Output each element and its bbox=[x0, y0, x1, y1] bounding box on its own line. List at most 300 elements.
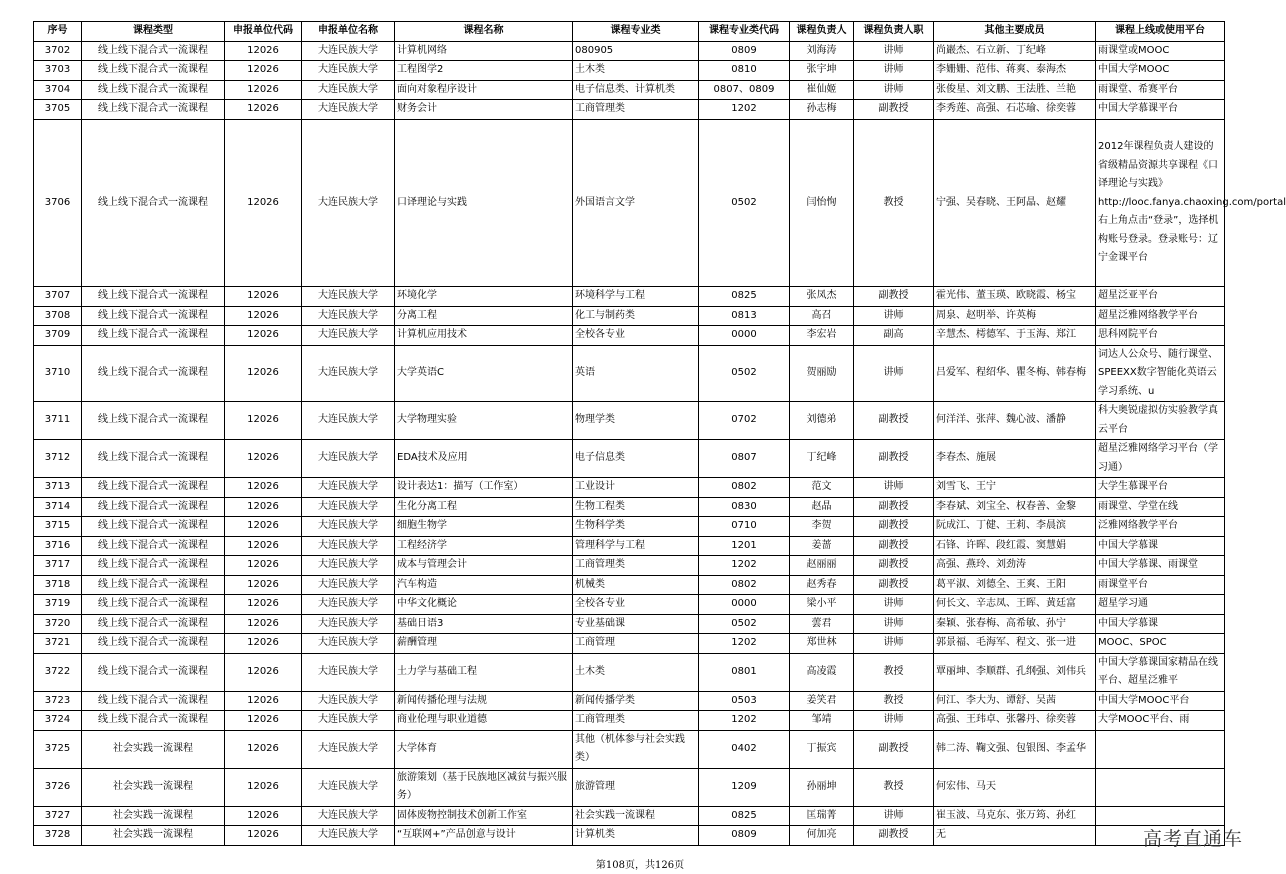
cell-major-code: 0702 bbox=[699, 402, 790, 440]
cell-leader-title: 副教授 bbox=[854, 100, 934, 120]
cell-course-name: 分离工程 bbox=[395, 306, 573, 326]
cell-unit-name: 大连民族大学 bbox=[302, 497, 395, 517]
cell-unit-code: 12026 bbox=[225, 80, 302, 100]
cell-members: 何洋洋、张萍、魏心波、潘静 bbox=[934, 402, 1096, 440]
cell-leader-title: 讲师 bbox=[854, 634, 934, 654]
cell-platform: 超星泛亚平台 bbox=[1096, 287, 1225, 307]
cell-major-code: 0813 bbox=[699, 306, 790, 326]
cell-leader: 崔仙姬 bbox=[790, 80, 854, 100]
cell-major-code: 0825 bbox=[699, 287, 790, 307]
cell-course-type: 线上线下混合式一流课程 bbox=[82, 119, 225, 287]
cell-members: 高强、王玮卓、张馨丹、徐奕蓉 bbox=[934, 711, 1096, 731]
cell-platform: 大学MOOC平台、雨 bbox=[1096, 711, 1225, 731]
cell-leader-title: 讲师 bbox=[854, 80, 934, 100]
cell-unit-name: 大连民族大学 bbox=[302, 614, 395, 634]
table-row bbox=[34, 653, 1225, 691]
table-row bbox=[34, 41, 1225, 61]
cell-leader: 孙志梅 bbox=[790, 100, 854, 120]
cell-serial: 3715 bbox=[34, 517, 82, 537]
cell-platform: 中国大学慕课 bbox=[1096, 614, 1225, 634]
cell-members: 葛平淑、刘德全、王爽、王阳 bbox=[934, 575, 1096, 595]
header-serial: 序号 bbox=[34, 22, 82, 42]
table-row bbox=[34, 691, 1225, 711]
cell-major-category: 生物工程类 bbox=[573, 497, 699, 517]
cell-course-type: 线上线下混合式一流课程 bbox=[82, 100, 225, 120]
cell-major-category: 计算机类 bbox=[573, 826, 699, 846]
cell-members: 无 bbox=[934, 826, 1096, 846]
cell-serial: 3724 bbox=[34, 711, 82, 731]
cell-major-category: 工商管理 bbox=[573, 634, 699, 654]
cell-members: 阮成江、丁健、王莉、李晨滨 bbox=[934, 517, 1096, 537]
cell-leader-title: 副教授 bbox=[854, 402, 934, 440]
cell-unit-name: 大连民族大学 bbox=[302, 711, 395, 731]
cell-platform: MOOC、SPOC bbox=[1096, 634, 1225, 654]
cell-course-name: 汽车构造 bbox=[395, 575, 573, 595]
cell-unit-code: 12026 bbox=[225, 806, 302, 826]
cell-course-type: 线上线下混合式一流课程 bbox=[82, 575, 225, 595]
cell-unit-code: 12026 bbox=[225, 61, 302, 81]
cell-unit-code: 12026 bbox=[225, 478, 302, 498]
cell-major-code: 0807、0809 bbox=[699, 80, 790, 100]
cell-serial: 3711 bbox=[34, 402, 82, 440]
cell-major-code: 0810 bbox=[699, 61, 790, 81]
cell-major-code: 0809 bbox=[699, 826, 790, 846]
cell-unit-name: 大连民族大学 bbox=[302, 306, 395, 326]
cell-course-type: 线上线下混合式一流课程 bbox=[82, 536, 225, 556]
cell-leader: 赵秀春 bbox=[790, 575, 854, 595]
cell-major-code: 1209 bbox=[699, 768, 790, 806]
cell-members: 何江、李大为、谭舒、吴茜 bbox=[934, 691, 1096, 711]
cell-major-code: 0502 bbox=[699, 614, 790, 634]
cell-major-category: 外国语言文学 bbox=[573, 119, 699, 287]
cell-course-type: 线上线下混合式一流课程 bbox=[82, 691, 225, 711]
cell-major-code: 0000 bbox=[699, 326, 790, 346]
cell-serial: 3706 bbox=[34, 119, 82, 287]
cell-serial: 3712 bbox=[34, 440, 82, 478]
cell-course-name: EDA技术及应用 bbox=[395, 440, 573, 478]
cell-members: 秦颖、张春梅、高希敏、孙宁 bbox=[934, 614, 1096, 634]
cell-platform: 中国大学慕课平台 bbox=[1096, 100, 1225, 120]
cell-serial: 3707 bbox=[34, 287, 82, 307]
cell-leader: 赵丽丽 bbox=[790, 556, 854, 576]
cell-major-category: 工商管理类 bbox=[573, 711, 699, 731]
cell-course-name: 商业伦理与职业道德 bbox=[395, 711, 573, 731]
cell-platform bbox=[1096, 806, 1225, 826]
cell-course-type: 线上线下混合式一流课程 bbox=[82, 80, 225, 100]
cell-course-name: 薪酬管理 bbox=[395, 634, 573, 654]
cell-members: 崔玉波、马克东、张万筠、孙红 bbox=[934, 806, 1096, 826]
cell-platform: 中国大学慕课、雨课堂 bbox=[1096, 556, 1225, 576]
cell-members: 李春斌、刘宝全、权春善、金黎 bbox=[934, 497, 1096, 517]
cell-major-category: 电子信息类 bbox=[573, 440, 699, 478]
cell-course-type: 线上线下混合式一流课程 bbox=[82, 497, 225, 517]
table-row bbox=[34, 614, 1225, 634]
cell-major-category: 生物科学类 bbox=[573, 517, 699, 537]
cell-leader: 邹靖 bbox=[790, 711, 854, 731]
cell-course-name: 成本与管理会计 bbox=[395, 556, 573, 576]
cell-course-type: 社会实践一流课程 bbox=[82, 826, 225, 846]
cell-platform: 词达人公众号、随行课堂、SPEEXX数字智能化英语云学习系统、u bbox=[1096, 345, 1225, 402]
cell-unit-code: 12026 bbox=[225, 306, 302, 326]
cell-course-type: 线上线下混合式一流课程 bbox=[82, 634, 225, 654]
header-unit-code: 申报单位代码 bbox=[225, 22, 302, 42]
cell-serial: 3720 bbox=[34, 614, 82, 634]
cell-major-category: 工商管理类 bbox=[573, 556, 699, 576]
cell-leader-title: 教授 bbox=[854, 691, 934, 711]
cell-course-type: 线上线下混合式一流课程 bbox=[82, 478, 225, 498]
cell-major-code: 0802 bbox=[699, 478, 790, 498]
cell-major-code: 0825 bbox=[699, 806, 790, 826]
table-header-row bbox=[34, 22, 1225, 42]
cell-serial: 3726 bbox=[34, 768, 82, 806]
cell-platform: 泛雅网络教学平台 bbox=[1096, 517, 1225, 537]
cell-major-code: 0830 bbox=[699, 497, 790, 517]
cell-major-category: 土木类 bbox=[573, 61, 699, 81]
cell-unit-code: 12026 bbox=[225, 556, 302, 576]
cell-unit-name: 大连民族大学 bbox=[302, 575, 395, 595]
cell-leader: 闫怡恂 bbox=[790, 119, 854, 287]
cell-platform: 超星泛雅网络学习平台（学习通） bbox=[1096, 440, 1225, 478]
cell-course-name: 设计表达1：描写（工作室） bbox=[395, 478, 573, 498]
cell-unit-name: 大连民族大学 bbox=[302, 691, 395, 711]
cell-course-name: 面向对象程序设计 bbox=[395, 80, 573, 100]
cell-members: 吕爱军、程绍华、瞿冬梅、韩春梅 bbox=[934, 345, 1096, 402]
cell-platform: 雨课堂、学堂在线 bbox=[1096, 497, 1225, 517]
cell-unit-name: 大连民族大学 bbox=[302, 556, 395, 576]
cell-major-category: 工商管理类 bbox=[573, 100, 699, 120]
cell-platform: 雨课堂或MOOC bbox=[1096, 41, 1225, 61]
cell-course-name: “互联网+”产品创意与设计 bbox=[395, 826, 573, 846]
table-row bbox=[34, 575, 1225, 595]
cell-unit-name: 大连民族大学 bbox=[302, 100, 395, 120]
cell-major-code: 0502 bbox=[699, 345, 790, 402]
cell-major-category: 物理学类 bbox=[573, 402, 699, 440]
cell-platform bbox=[1096, 730, 1225, 768]
cell-leader-title: 教授 bbox=[854, 768, 934, 806]
cell-course-name: 细胞生物学 bbox=[395, 517, 573, 537]
cell-members: 宁强、吴春晓、王阿晶、赵耀 bbox=[934, 119, 1096, 287]
cell-unit-name: 大连民族大学 bbox=[302, 345, 395, 402]
cell-members: 李姗姗、范伟、蒋爽、泰海杰 bbox=[934, 61, 1096, 81]
cell-leader-title: 副高 bbox=[854, 326, 934, 346]
cell-leader-title: 讲师 bbox=[854, 345, 934, 402]
cell-unit-code: 12026 bbox=[225, 100, 302, 120]
cell-leader-title: 副教授 bbox=[854, 440, 934, 478]
table-row bbox=[34, 730, 1225, 768]
cell-leader-title: 讲师 bbox=[854, 614, 934, 634]
table-body bbox=[34, 41, 1286, 845]
cell-serial: 3702 bbox=[34, 41, 82, 61]
cell-leader-title: 讲师 bbox=[854, 711, 934, 731]
cell-unit-name: 大连民族大学 bbox=[302, 768, 395, 806]
cell-platform: 中国大学慕课国家精品在线平台、超星泛雅平 bbox=[1096, 653, 1225, 691]
cell-leader: 贺丽励 bbox=[790, 345, 854, 402]
cell-major-category: 机械类 bbox=[573, 575, 699, 595]
cell-unit-code: 12026 bbox=[225, 826, 302, 846]
cell-serial: 3710 bbox=[34, 345, 82, 402]
cell-leader: 赵晶 bbox=[790, 497, 854, 517]
cell-serial: 3722 bbox=[34, 653, 82, 691]
cell-major-category: 环境科学与工程 bbox=[573, 287, 699, 307]
cell-platform: 超星学习通 bbox=[1096, 595, 1225, 615]
cell-unit-name: 大连民族大学 bbox=[302, 634, 395, 654]
cell-members: 刘雪飞、王宁 bbox=[934, 478, 1096, 498]
cell-course-type: 线上线下混合式一流课程 bbox=[82, 556, 225, 576]
cell-unit-code: 12026 bbox=[225, 517, 302, 537]
header-course-name: 课程名称 bbox=[395, 22, 573, 42]
cell-course-type: 线上线下混合式一流课程 bbox=[82, 326, 225, 346]
cell-leader: 刘德弟 bbox=[790, 402, 854, 440]
cell-course-type: 社会实践一流课程 bbox=[82, 768, 225, 806]
cell-major-category: 工业设计 bbox=[573, 478, 699, 498]
cell-unit-name: 大连民族大学 bbox=[302, 440, 395, 478]
table-row bbox=[34, 345, 1225, 402]
cell-course-type: 线上线下混合式一流课程 bbox=[82, 306, 225, 326]
cell-course-name: 计算机应用技术 bbox=[395, 326, 573, 346]
cell-course-name: 工程经济学 bbox=[395, 536, 573, 556]
cell-members: 覃丽坤、李顺群、孔纲强、刘伟兵 bbox=[934, 653, 1096, 691]
cell-unit-name: 大连民族大学 bbox=[302, 806, 395, 826]
table-row bbox=[34, 556, 1225, 576]
cell-unit-code: 12026 bbox=[225, 634, 302, 654]
table-row bbox=[34, 595, 1225, 615]
cell-major-code: 1202 bbox=[699, 711, 790, 731]
table-row bbox=[34, 634, 1225, 654]
cell-leader-title: 副教授 bbox=[854, 575, 934, 595]
cell-leader: 蕓君 bbox=[790, 614, 854, 634]
cell-platform: 大学生慕课平台 bbox=[1096, 478, 1225, 498]
cell-major-category: 080905 bbox=[573, 41, 699, 61]
cell-major-category: 新闻传播学类 bbox=[573, 691, 699, 711]
cell-course-name: 财务会计 bbox=[395, 100, 573, 120]
cell-leader: 张凤杰 bbox=[790, 287, 854, 307]
cell-serial: 3728 bbox=[34, 826, 82, 846]
cell-unit-code: 12026 bbox=[225, 536, 302, 556]
cell-major-category: 管理科学与工程 bbox=[573, 536, 699, 556]
cell-course-name: 旅游策划（基于民族地区减贫与振兴服务） bbox=[395, 768, 573, 806]
cell-unit-name: 大连民族大学 bbox=[302, 287, 395, 307]
cell-major-category: 专业基础课 bbox=[573, 614, 699, 634]
cell-course-name: 工程图学2 bbox=[395, 61, 573, 81]
cell-course-name: 大学英语C bbox=[395, 345, 573, 402]
table-row bbox=[34, 61, 1225, 81]
table-row bbox=[34, 478, 1225, 498]
cell-course-type: 线上线下混合式一流课程 bbox=[82, 517, 225, 537]
cell-members: 李春杰、施展 bbox=[934, 440, 1096, 478]
cell-course-type: 线上线下混合式一流课程 bbox=[82, 61, 225, 81]
header-major-code: 课程专业类代码 bbox=[699, 22, 790, 42]
cell-course-name: 中华文化概论 bbox=[395, 595, 573, 615]
table-row bbox=[34, 326, 1225, 346]
cell-leader: 李宏岩 bbox=[790, 326, 854, 346]
cell-course-type: 社会实践一流课程 bbox=[82, 806, 225, 826]
cell-major-code: 1201 bbox=[699, 536, 790, 556]
cell-major-code: 1202 bbox=[699, 634, 790, 654]
cell-course-type: 社会实践一流课程 bbox=[82, 730, 225, 768]
cell-leader: 何加亮 bbox=[790, 826, 854, 846]
cell-leader-title: 副教授 bbox=[854, 497, 934, 517]
cell-major-code: 0000 bbox=[699, 595, 790, 615]
cell-leader-title: 讲师 bbox=[854, 478, 934, 498]
cell-leader: 张宇坤 bbox=[790, 61, 854, 81]
cell-platform: 思科网院平台 bbox=[1096, 326, 1225, 346]
cell-leader-title: 副教授 bbox=[854, 536, 934, 556]
cell-course-name: 基础日语3 bbox=[395, 614, 573, 634]
cell-platform: 科大奥锐虚拟仿实验教学真云平台 bbox=[1096, 402, 1225, 440]
table-row bbox=[34, 80, 1225, 100]
header-major-category: 课程专业类 bbox=[573, 22, 699, 42]
cell-leader: 高召 bbox=[790, 306, 854, 326]
cell-major-category: 其他（机体参与社会实践类） bbox=[573, 730, 699, 768]
cell-serial: 3713 bbox=[34, 478, 82, 498]
cell-unit-code: 12026 bbox=[225, 440, 302, 478]
table-row bbox=[34, 287, 1225, 307]
cell-unit-code: 12026 bbox=[225, 402, 302, 440]
cell-unit-code: 12026 bbox=[225, 497, 302, 517]
cell-major-code: 1202 bbox=[699, 100, 790, 120]
cell-members: 李秀莲、高强、石芯瑜、徐奕蓉 bbox=[934, 100, 1096, 120]
cell-major-category: 英语 bbox=[573, 345, 699, 402]
cell-platform: 雨课堂、希赛平台 bbox=[1096, 80, 1225, 100]
table-row bbox=[34, 100, 1225, 120]
header-platform: 课程上线或使用平台 bbox=[1096, 22, 1225, 42]
cell-serial: 3725 bbox=[34, 730, 82, 768]
header-leader: 课程负责人 bbox=[790, 22, 854, 42]
cell-platform bbox=[1096, 768, 1225, 806]
cell-leader-title: 副教授 bbox=[854, 730, 934, 768]
cell-serial: 3717 bbox=[34, 556, 82, 576]
cell-course-type: 线上线下混合式一流课程 bbox=[82, 41, 225, 61]
cell-unit-name: 大连民族大学 bbox=[302, 517, 395, 537]
cell-platform: 中国大学慕课 bbox=[1096, 536, 1225, 556]
cell-members: 郭景福、毛海军、程文、张一进 bbox=[934, 634, 1096, 654]
table-row bbox=[34, 806, 1225, 826]
cell-major-code: 0807 bbox=[699, 440, 790, 478]
header-members: 其他主要成员 bbox=[934, 22, 1096, 42]
cell-leader: 丁振宾 bbox=[790, 730, 854, 768]
table-row bbox=[34, 402, 1225, 440]
cell-members: 何长文、辛志凤、王晖、黄廷富 bbox=[934, 595, 1096, 615]
page-number: 第108页，共126页 bbox=[595, 860, 685, 871]
cell-major-category: 旅游管理 bbox=[573, 768, 699, 806]
table-row bbox=[34, 306, 1225, 326]
cell-major-code: 0402 bbox=[699, 730, 790, 768]
cell-major-code: 0710 bbox=[699, 517, 790, 537]
header-course-type: 课程类型 bbox=[82, 22, 225, 42]
cell-platform: 中国大学MOOC bbox=[1096, 61, 1225, 81]
cell-course-name: 固体废物控制技术创新工作室 bbox=[395, 806, 573, 826]
cell-serial: 3704 bbox=[34, 80, 82, 100]
cell-serial: 3727 bbox=[34, 806, 82, 826]
cell-course-type: 线上线下混合式一流课程 bbox=[82, 440, 225, 478]
cell-leader-title: 副教授 bbox=[854, 826, 934, 846]
cell-leader: 梁小平 bbox=[790, 595, 854, 615]
cell-unit-code: 12026 bbox=[225, 595, 302, 615]
table-row bbox=[34, 768, 1225, 806]
header-unit-name: 申报单位名称 bbox=[302, 22, 395, 42]
cell-course-name: 大学体育 bbox=[395, 730, 573, 768]
cell-unit-code: 12026 bbox=[225, 119, 302, 287]
cell-unit-name: 大连民族大学 bbox=[302, 536, 395, 556]
cell-course-name: 新闻传播伦理与法规 bbox=[395, 691, 573, 711]
cell-course-name: 土力学与基础工程 bbox=[395, 653, 573, 691]
cell-unit-name: 大连民族大学 bbox=[302, 61, 395, 81]
cell-members: 韩二涛、鞠文强、包银图、李孟华 bbox=[934, 730, 1096, 768]
cell-platform: 2012年课程负责人建设的省级精品资源共享课程《口译理论与实践》http://looc.fanya.chaoxing.com/portal 右上角点击“登录”，选择机构账号登录。登录账号：辽宁金课平台 bbox=[1096, 119, 1225, 287]
cell-unit-name: 大连民族大学 bbox=[302, 653, 395, 691]
cell-unit-code: 12026 bbox=[225, 730, 302, 768]
cell-serial: 3708 bbox=[34, 306, 82, 326]
cell-unit-code: 12026 bbox=[225, 326, 302, 346]
cell-major-category: 社会实践一流课程 bbox=[573, 806, 699, 826]
cell-course-name: 环境化学 bbox=[395, 287, 573, 307]
cell-serial: 3718 bbox=[34, 575, 82, 595]
cell-major-code: 0503 bbox=[699, 691, 790, 711]
cell-leader: 范文 bbox=[790, 478, 854, 498]
table-row bbox=[34, 497, 1225, 517]
cell-serial: 3716 bbox=[34, 536, 82, 556]
cell-leader-title: 副教授 bbox=[854, 556, 934, 576]
cell-major-code: 0802 bbox=[699, 575, 790, 595]
cell-leader: 丁纪峰 bbox=[790, 440, 854, 478]
cell-members: 高强、燕玲、刘劲涛 bbox=[934, 556, 1096, 576]
cell-unit-code: 12026 bbox=[225, 287, 302, 307]
cell-course-name: 生化分离工程 bbox=[395, 497, 573, 517]
cell-course-type: 线上线下混合式一流课程 bbox=[82, 595, 225, 615]
cell-unit-name: 大连民族大学 bbox=[302, 119, 395, 287]
header-leader-title: 课程负责人职 bbox=[854, 22, 934, 42]
course-list-table bbox=[33, 21, 1286, 846]
cell-platform: 超星泛雅网络教学平台 bbox=[1096, 306, 1225, 326]
cell-major-code: 0801 bbox=[699, 653, 790, 691]
cell-unit-name: 大连民族大学 bbox=[302, 41, 395, 61]
cell-serial: 3723 bbox=[34, 691, 82, 711]
cell-leader-title: 讲师 bbox=[854, 61, 934, 81]
cell-unit-code: 12026 bbox=[225, 345, 302, 402]
cell-course-type: 线上线下混合式一流课程 bbox=[82, 345, 225, 402]
cell-platform: 中国大学MOOC平台 bbox=[1096, 691, 1225, 711]
cell-unit-code: 12026 bbox=[225, 691, 302, 711]
cell-course-type: 线上线下混合式一流课程 bbox=[82, 402, 225, 440]
cell-course-type: 线上线下混合式一流课程 bbox=[82, 614, 225, 634]
cell-leader: 刘海涛 bbox=[790, 41, 854, 61]
cell-unit-name: 大连民族大学 bbox=[302, 826, 395, 846]
cell-course-name: 大学物理实验 bbox=[395, 402, 573, 440]
cell-unit-code: 12026 bbox=[225, 614, 302, 634]
table-row bbox=[34, 711, 1225, 731]
cell-members: 何宏伟、马天 bbox=[934, 768, 1096, 806]
cell-unit-code: 12026 bbox=[225, 768, 302, 806]
cell-leader-title: 讲师 bbox=[854, 595, 934, 615]
cell-serial: 3703 bbox=[34, 61, 82, 81]
cell-leader-title: 教授 bbox=[854, 653, 934, 691]
cell-leader-title: 讲师 bbox=[854, 41, 934, 61]
cell-leader-title: 讲师 bbox=[854, 806, 934, 826]
table-row bbox=[34, 536, 1225, 556]
cell-major-category: 土木类 bbox=[573, 653, 699, 691]
cell-unit-name: 大连民族大学 bbox=[302, 595, 395, 615]
cell-members: 尚巖杰、石立新、丁纪峰 bbox=[934, 41, 1096, 61]
cell-course-type: 线上线下混合式一流课程 bbox=[82, 653, 225, 691]
cell-unit-name: 大连民族大学 bbox=[302, 402, 395, 440]
cell-leader: 孙丽坤 bbox=[790, 768, 854, 806]
cell-members: 张俊星、刘文鹏、王法胜、兰艳 bbox=[934, 80, 1096, 100]
cell-leader-title: 教授 bbox=[854, 119, 934, 287]
table-row bbox=[34, 119, 1225, 287]
cell-leader: 高凌霞 bbox=[790, 653, 854, 691]
cell-course-type: 线上线下混合式一流课程 bbox=[82, 287, 225, 307]
cell-leader: 姜蔷 bbox=[790, 536, 854, 556]
